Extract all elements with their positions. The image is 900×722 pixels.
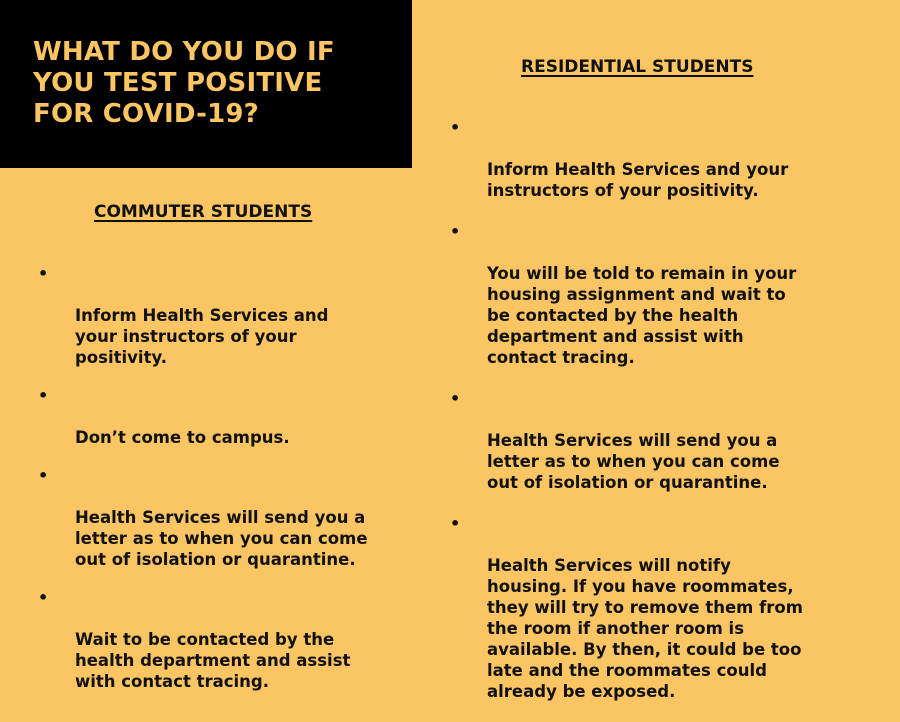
list-item xyxy=(448,117,868,201)
bullet-icon: • xyxy=(38,588,49,607)
list-item xyxy=(36,385,426,448)
residential-students-list xyxy=(448,117,868,722)
list-item-text: Health Services will send you a letter as to when you can come out of isolation or quarantine. xyxy=(75,508,368,569)
list-item-text: Wait to be contacted by the health department and assist with contact tracing. xyxy=(75,630,351,691)
bullet-icon: • xyxy=(38,264,49,283)
list-item xyxy=(448,513,868,702)
list-item-text: Inform Health Services and your instructors of your positivity. xyxy=(487,160,789,200)
list-item xyxy=(448,388,868,493)
title-banner xyxy=(0,0,412,168)
list-item-text: Don’t come to campus. xyxy=(75,428,290,447)
list-item-text: You will be told to remain in your housing assignment and wait to be contacted by the health department and assist with contact tracing. xyxy=(487,264,797,367)
bullet-icon: • xyxy=(450,514,461,533)
bullet-icon: • xyxy=(38,386,49,405)
commuter-students-heading: COMMUTER STUDENTS xyxy=(94,202,313,222)
list-item xyxy=(448,221,868,368)
residential-students-heading: RESIDENTIAL STUDENTS xyxy=(521,57,754,77)
bullet-icon: • xyxy=(450,118,461,137)
list-item-text: Health Services will notify housing. If you have roommates, they will try to remove them from the room if another room is available. By then, it could be too late and the roommates could already be exposed. xyxy=(487,556,803,701)
bullet-icon: • xyxy=(450,222,461,241)
list-item xyxy=(36,465,426,570)
list-item-text: Health Services will send you a letter as to when you can come out of isolation or quarantine. xyxy=(487,431,780,492)
bullet-icon: • xyxy=(450,389,461,408)
commuter-students-list xyxy=(36,263,426,709)
page-title: WHAT DO YOU DO IF YOU TEST POSITIVE FOR COVID-19? xyxy=(33,37,335,129)
bullet-icon: • xyxy=(38,466,49,485)
list-item xyxy=(36,263,426,368)
list-item xyxy=(36,587,426,692)
list-item-text: Inform Health Services and your instructors of your positivity. xyxy=(75,306,329,367)
